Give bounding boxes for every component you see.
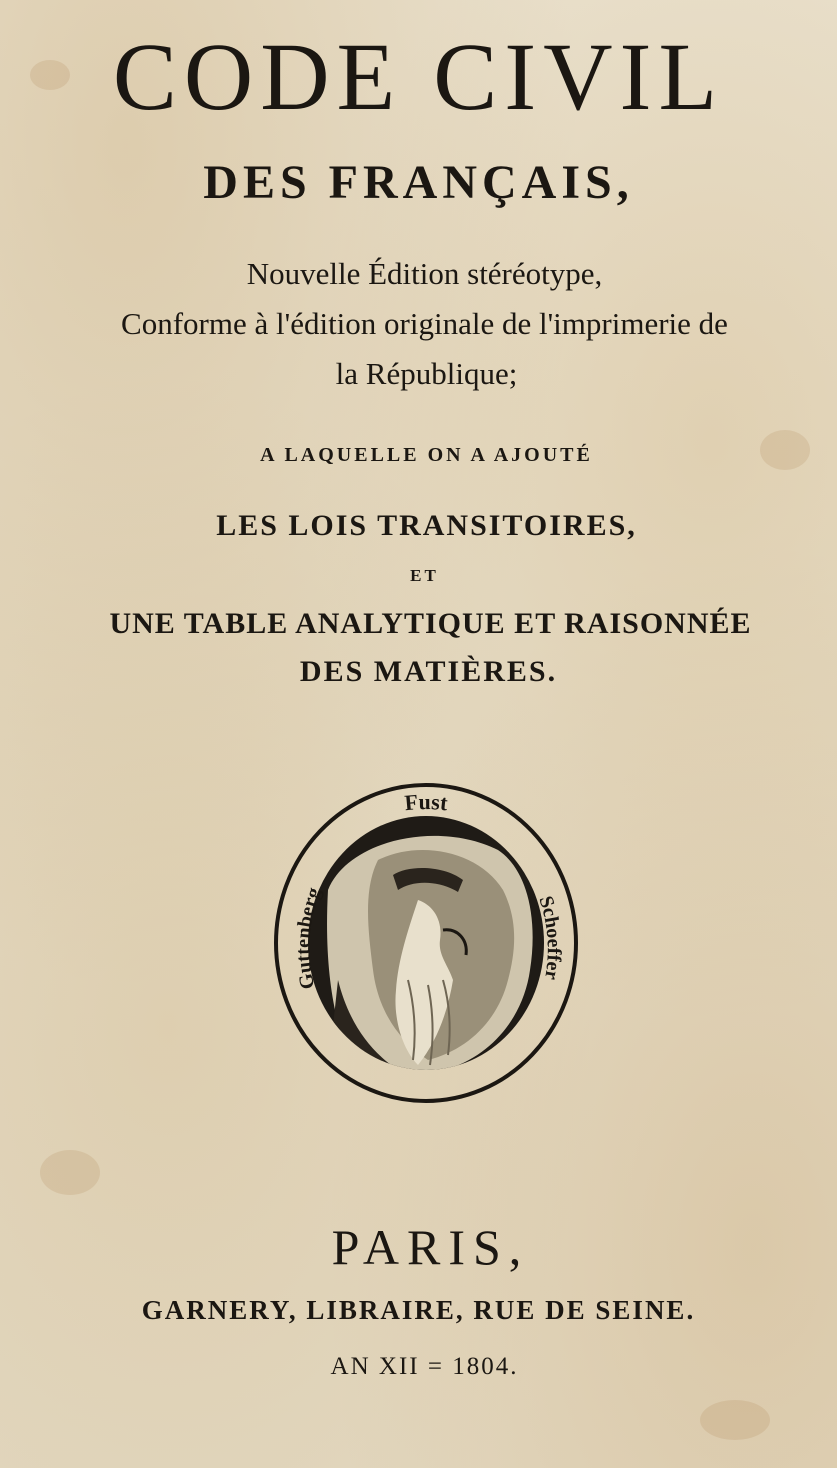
addition-intro: A LAQUELLE ON A AJOUTÉ xyxy=(260,444,593,466)
addition-item-table-line-2: DES MATIÈRES. xyxy=(299,655,558,688)
printers-medallion-vignette xyxy=(268,780,584,1106)
paper-stain xyxy=(700,1400,770,1440)
imprint-city: PARIS, xyxy=(331,1219,530,1275)
edition-line-2: Conforme à l'édition originale de l'imprimerie de xyxy=(121,306,728,341)
medallion-label-top: Fust xyxy=(403,789,449,816)
addition-item-laws: LES LOIS TRANSITOIRES, xyxy=(216,509,637,542)
edition-line-3: la République; xyxy=(335,356,518,391)
book-title: CODE CIVIL xyxy=(112,23,725,130)
imprint-publisher: GARNERY, LIBRAIRE, RUE DE SEINE. xyxy=(141,1295,696,1325)
medallion-label-right: Schoeffer xyxy=(534,893,565,982)
conjunction: ET xyxy=(410,566,439,585)
medallion-label-left: Guttenberg xyxy=(292,884,326,992)
imprint-date: AN XII = 1804. xyxy=(330,1353,519,1380)
book-subtitle: DES FRANÇAIS, xyxy=(203,156,634,209)
addition-item-table-line-1: UNE TABLE ANALYTIQUE ET RAISONNÉE xyxy=(109,607,752,640)
paper-stain xyxy=(40,1150,100,1195)
edition-line-1: Nouvelle Édition stéréotype, xyxy=(246,256,603,291)
